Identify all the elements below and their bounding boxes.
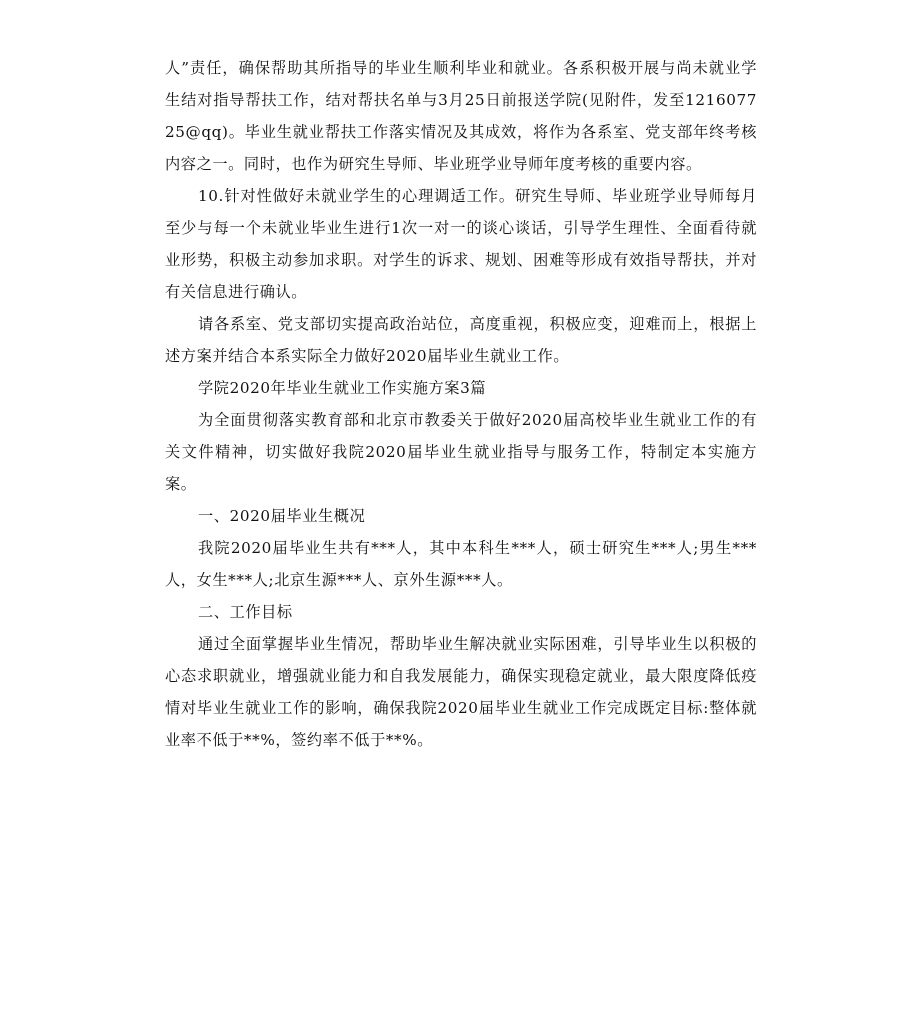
section-heading-goals: 二、工作目标	[198, 603, 293, 621]
document-title: 学院2020年毕业生就业工作实施方案3篇	[198, 379, 487, 397]
document-page	[165, 52, 757, 756]
paragraph-goals: 通过全面掌握毕业生情况，帮助毕业生解决就业实际困难，引导毕业生以积极的心态求职就业，增强就业能力和自我发展能力，确保实现稳定就业，最大限度降低疫情对毕业生就业工作的影响，确保我院2020届毕业生就业工作完成既定目标:整体就业率不低于**%，签约率不低于**%。	[165, 635, 757, 749]
paragraph-closing-request: 请各系室、党支部切实提高政治站位，高度重视，积极应变，迎难而上，根据上述方案并结合本系实际全力做好2020届毕业生就业工作。	[165, 315, 757, 365]
section-heading-overview: 一、2020届毕业生概况	[198, 507, 366, 525]
paragraph-intro: 为全面贯彻落实教育部和北京市教委关于做好2020届高校毕业生就业工作的有关文件精神，切实做好我院2020届毕业生就业指导与服务工作，特制定本实施方案。	[165, 411, 757, 493]
paragraph-item-10: 10.针对性做好未就业学生的心理调适工作。研究生导师、毕业班学业导师每月至少与每一个未就业毕业生进行1次一对一的谈心谈话，引导学生理性、全面看待就业形势，积极主动参加求职。对学生的诉求、规划、困难等形成有效指导帮扶，并对有关信息进行确认。	[165, 187, 757, 301]
paragraph-continuation: 人”责任，确保帮助其所指导的毕业生顺利毕业和就业。各系积极开展与尚未就业学生结对指导帮扶工作，结对帮扶名单与3月25日前报送学院(见附件，发至121607725@qq)。毕业生就业帮扶工作落实情况及其成效，将作为各系室、党支部年终考核内容之一。同时，也作为研究生导师、毕业班学业导师年度考核的重要内容。	[165, 59, 757, 173]
paragraph-overview: 我院2020届毕业生共有***人，其中本科生***人，硕士研究生***人;男生***人，女生***人;北京生源***人、京外生源***人。	[165, 539, 757, 589]
